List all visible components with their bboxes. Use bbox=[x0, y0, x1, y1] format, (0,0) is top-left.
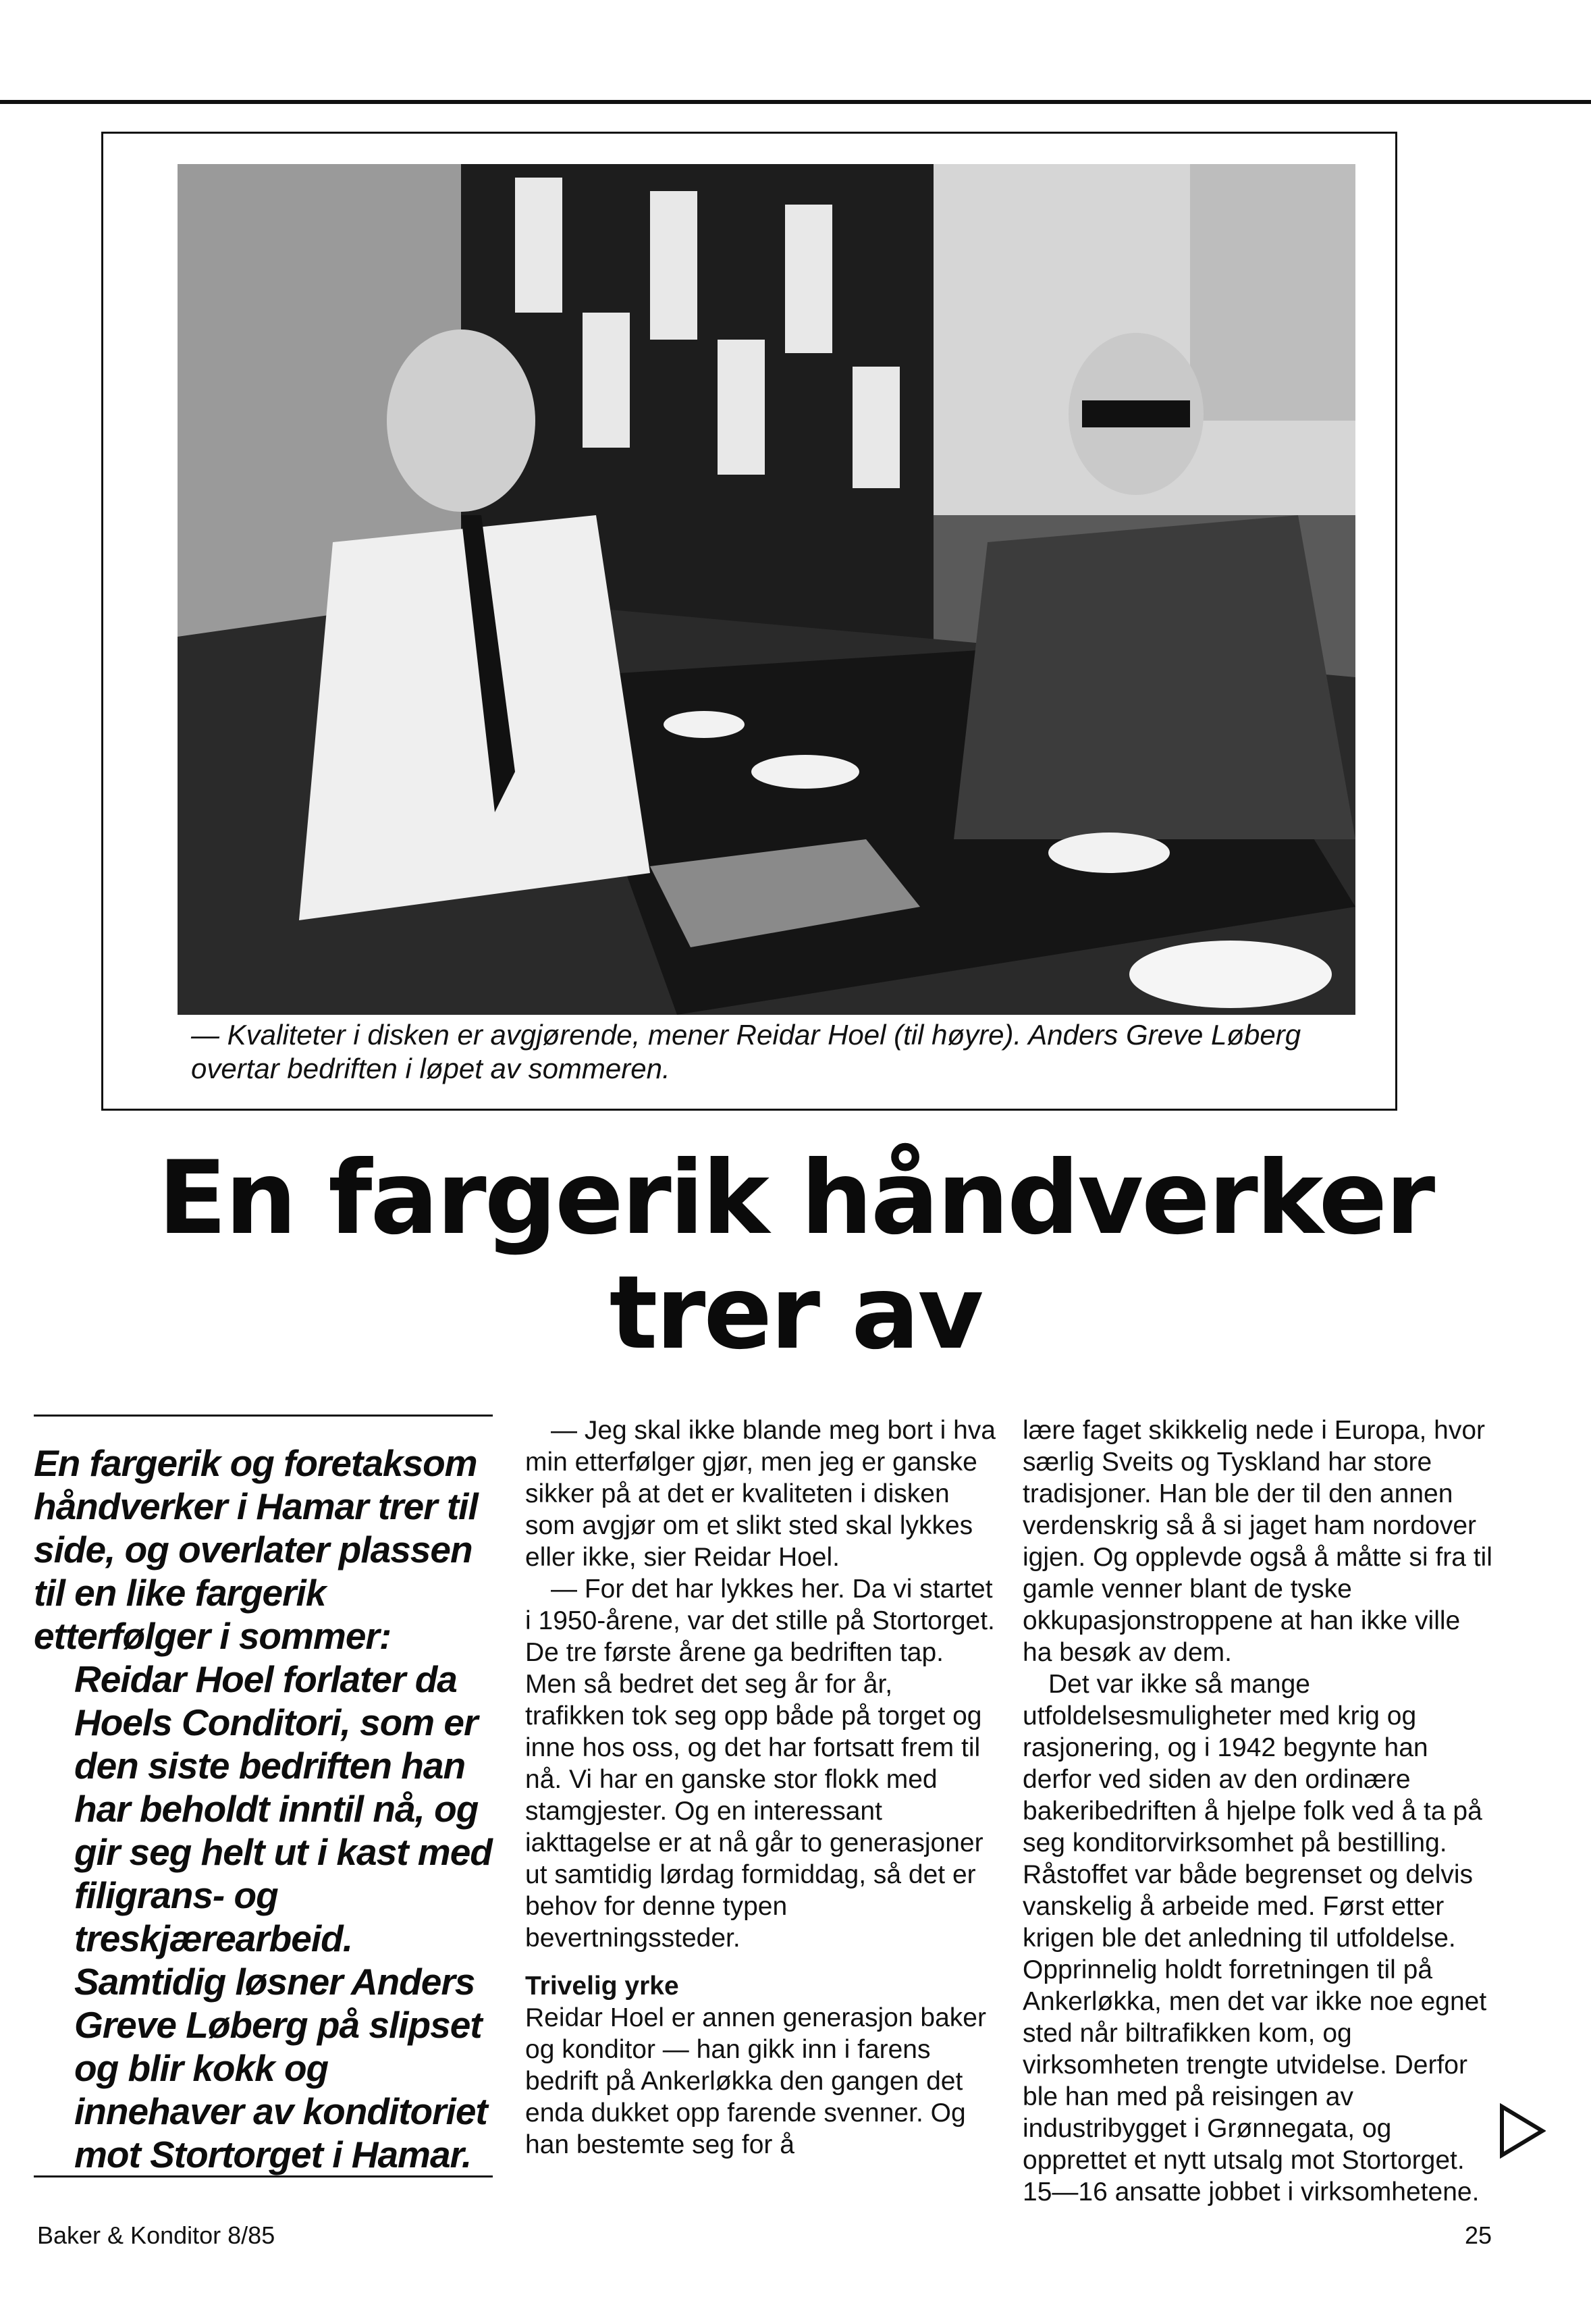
photo-frame bbox=[101, 132, 1397, 1111]
col2-paragraph-3: Reidar Hoel er annen generasjon baker og konditor — han gikk inn i farens bedrift på Ankerløkka den gangen det enda dukket opp farende svenner. Og han bestemte seg for å bbox=[525, 2003, 986, 2159]
photo-caption: — Kvaliteter i disken er avgjørende, mener Reidar Hoel (til høyre). Anders Greve Løberg overtar bedriften i løpet av sommeren. bbox=[191, 1019, 1301, 1084]
headline bbox=[0, 1141, 1591, 1371]
headline-line-1: En fargerik håndverker bbox=[157, 1140, 1434, 1257]
top-rule bbox=[0, 100, 1591, 104]
col3-paragraph-2: Det var ikke så mange utfoldelsesmuligheter med krig og rasjonering, og i 1942 begynte han derfor ved siden av den ordinære bakeribedriften å hjelpe folk ved å ta på seg konditorvirksomhet på bestilling. Råstoffet var både begrenset og delvis vanskelig å arbeide med. Først etter krigen ble det anledning til utfoldelse. Opprinnelig holdt forretningen til på Ankerløkka, men det var ikke noe egnet sted når biltrafikken kom, og virksomheten trengte utvidelse. Derfor ble han med på reisingen av industribygget i Grønnegata, og opprettet et nytt utsalg mot Stortorget. 15—16 ansatte jobbet i virksomhetene. bbox=[1023, 1670, 1487, 2207]
footer-publication: Baker & Konditor 8/85 bbox=[37, 2221, 275, 2249]
headline-line-2: trer av bbox=[609, 1255, 982, 1372]
lead-paragraph bbox=[34, 1442, 500, 2176]
subheading: Trivelig yrke bbox=[525, 1972, 679, 2001]
col2-paragraph-2: — For det har lykkes her. Da vi startet i 1950-årene, var det stille på Stortorget. De tre første årene ga bedriften tap. Men så bedret det seg år for år, trafikken tok seg opp både på torget og inne hos oss, og det har fortsatt frem til nå. Vi har en ganske stor flokk med stamgjester. Og en interessant iakttagelse er at nå går to generasjoner ut samtidig lørdag formiddag, så det er behov for denne typen bevertningssteder. bbox=[525, 1575, 995, 1953]
photo bbox=[178, 164, 1355, 1015]
body-column-3 bbox=[1023, 1415, 1495, 2208]
continue-arrow-icon bbox=[1499, 2103, 1546, 2162]
lead-top-rule bbox=[34, 1415, 493, 1417]
lead-part-2: Reidar Hoel forlater da Hoels Conditori, som er den siste bedriften han har beholdt inntil nå, og gir seg helt ut i kast med filigrans- og treskjærearbeid. Samtidig løsner Anders Greve Løberg på slipset og blir kokk og innehaver av konditoriet mot Stortorget i Hamar. bbox=[74, 1658, 492, 2175]
lead-part-1: En fargerik og foretaksom håndverker i Hamar trer til side, og overlater plassen til en like fargerik etterfølger i sommer: bbox=[34, 1442, 478, 1657]
lead-bottom-rule bbox=[34, 2175, 493, 2177]
photo-illustration bbox=[178, 164, 1355, 1015]
page-number: 25 bbox=[1465, 2221, 1492, 2249]
col3-paragraph-1: lære faget skikkelig nede i Europa, hvor særlig Sveits og Tyskland har store tradisjoner. Han ble der til den annen verdenskrig så å si jaget ham nordover igjen. Og opplevde også å måtte si fra til gamle venner blant de tyske okkupasjonstroppene at han ikke ville ha besøk av dem. bbox=[1023, 1416, 1492, 1667]
body-column-2 bbox=[525, 1415, 998, 2161]
col2-paragraph-1: — Jeg skal ikke blande meg bort i hva min etterfølger gjør, men jeg er ganske sikker på at det er kvaliteten i disken som avgjør om et slikt sted skal lykkes eller ikke, sier Reidar Hoel. bbox=[525, 1416, 996, 1572]
